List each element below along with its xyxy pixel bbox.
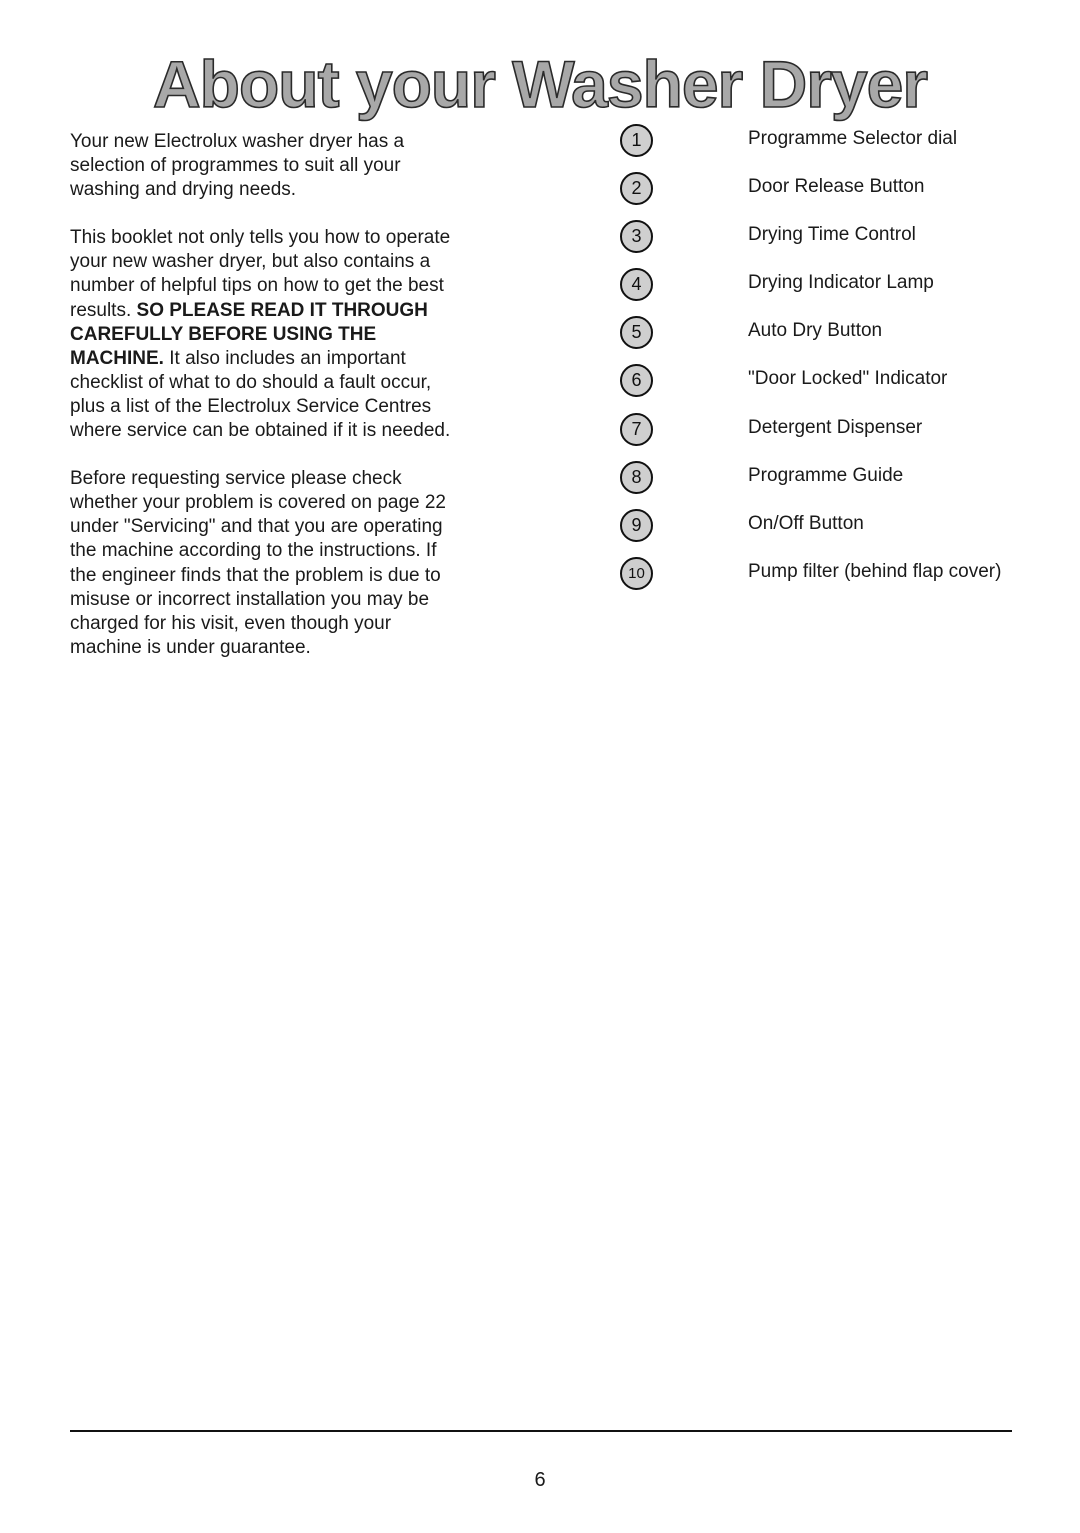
page-title: About your Washer Dryer xyxy=(152,47,928,121)
part-label: Detergent Dispenser xyxy=(748,417,923,438)
text-segment: results. xyxy=(70,299,137,321)
text-line: selection of programmes to suit all your xyxy=(70,155,401,177)
text-line: This booklet not only tells you how to operate xyxy=(70,227,451,249)
part-item xyxy=(620,509,864,541)
text-line: washing and drying needs. xyxy=(70,179,297,201)
part-item xyxy=(620,172,925,204)
text-line: number of helpful tips on how to get the best xyxy=(70,275,444,297)
number-circle-icon: 10 xyxy=(620,557,653,590)
part-item xyxy=(620,124,958,156)
part-label: Drying Time Control xyxy=(748,224,916,245)
part-item xyxy=(620,413,923,445)
part-label: Auto Dry Button xyxy=(748,320,883,341)
text-line: Your new Electrolux washer dryer has a xyxy=(70,131,405,152)
emphasis-text: SO PLEASE READ IT THROUGH xyxy=(136,299,428,321)
number-circle-icon: 4 xyxy=(620,268,653,301)
text-line: the engineer finds that the problem is due to xyxy=(70,564,441,586)
text-line: Before requesting service please check xyxy=(70,468,402,490)
intro-paragraph-3 xyxy=(70,467,500,660)
part-item xyxy=(620,316,883,348)
text-line: whether your problem is covered on page 22 xyxy=(70,492,447,514)
part-label: Programme Selector dial xyxy=(748,128,958,149)
emphasis-text: CAREFULLY BEFORE USING THE xyxy=(70,323,377,345)
part-item xyxy=(620,268,934,300)
part-label: Drying Indicator Lamp xyxy=(748,272,934,293)
text-line: under "Servicing" and that you are operating xyxy=(70,516,443,538)
part-label: On/Off Button xyxy=(748,513,864,534)
text-line: misuse or incorrect installation you may be xyxy=(70,588,430,610)
text-line: the machine according to the instructions. If xyxy=(70,540,437,562)
intro-column xyxy=(70,130,500,660)
part-item xyxy=(620,364,948,396)
number-circle-icon: 3 xyxy=(620,220,653,253)
number-circle-icon: 9 xyxy=(620,509,653,542)
footer-divider xyxy=(70,1430,1012,1432)
number-circle-icon: 1 xyxy=(620,124,653,157)
text-line: plus a list of the Electrolux Service Centres xyxy=(70,395,432,417)
part-item xyxy=(620,461,904,493)
part-label: Door Release Button xyxy=(748,176,925,197)
page-number: 6 xyxy=(534,1469,546,1491)
text-line: charged for his visit, even though your xyxy=(70,612,392,634)
text-segment: It also includes an important xyxy=(163,347,406,369)
part-label: Pump filter (behind flap cover) xyxy=(748,561,1002,582)
text-line xyxy=(70,347,500,371)
number-circle-icon: 5 xyxy=(620,316,653,349)
text-line: checklist of what to do should a fault occur, xyxy=(70,371,432,393)
emphasis-text: MACHINE. xyxy=(70,347,164,369)
text-line: your new washer dryer, but also contains a xyxy=(70,251,431,273)
part-item xyxy=(620,557,1002,589)
part-label: "Door Locked" Indicator xyxy=(748,368,948,389)
text-line: machine is under guarantee. xyxy=(70,636,311,658)
text-line: where service can be obtained if it is needed. xyxy=(70,420,451,442)
number-circle-icon: 2 xyxy=(620,172,653,205)
intro-paragraph-2 xyxy=(70,226,500,443)
number-circle-icon: 8 xyxy=(620,461,653,494)
number-circle-icon: 7 xyxy=(620,413,653,446)
number-circle-icon: 6 xyxy=(620,364,653,397)
part-label: Programme Guide xyxy=(748,465,904,486)
intro-paragraph-1 xyxy=(70,130,500,202)
part-item xyxy=(620,220,916,252)
text-line xyxy=(70,299,500,323)
